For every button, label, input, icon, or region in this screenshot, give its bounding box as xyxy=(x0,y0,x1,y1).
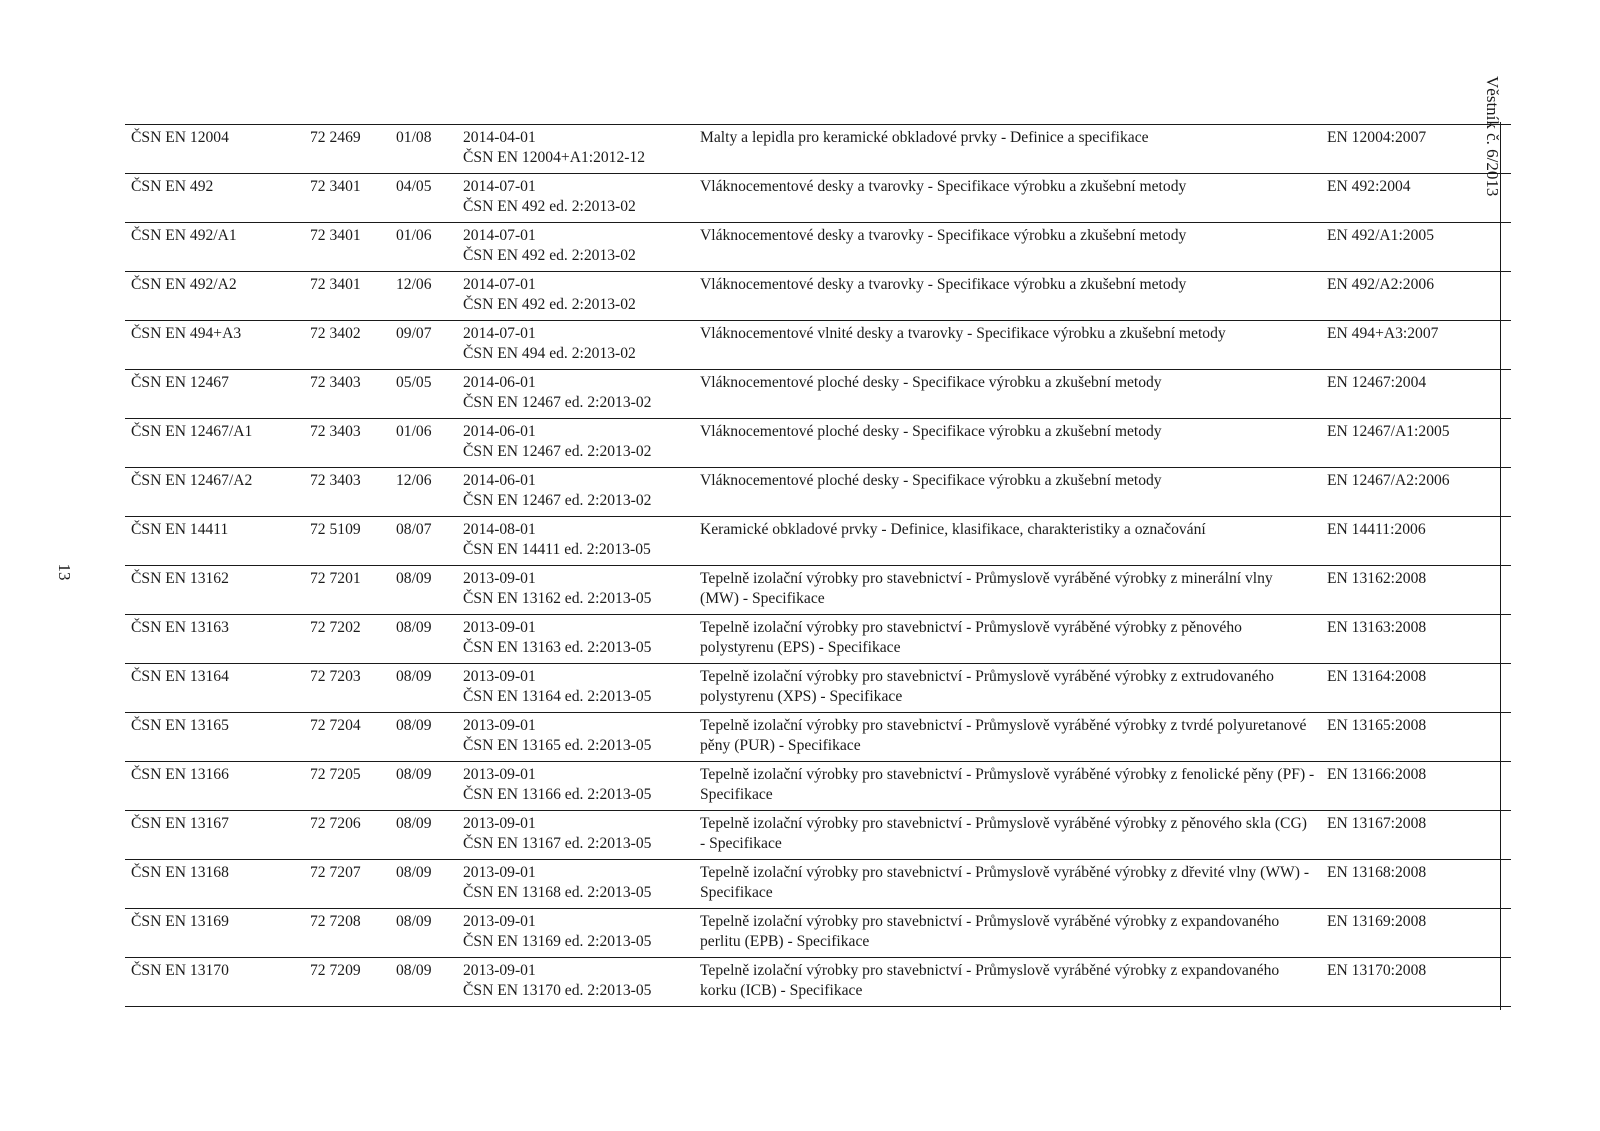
running-header: Věstník č. 6/2013 xyxy=(1483,76,1502,197)
effective-date: 2013-09-01 xyxy=(463,717,536,734)
standard-id: ČSN EN 12467/A1 xyxy=(125,419,304,468)
class-code: 72 7205 xyxy=(304,762,390,811)
issue-date: 08/09 xyxy=(390,811,457,860)
standard-id: ČSN EN 14411 xyxy=(125,517,304,566)
table-row xyxy=(125,419,1511,468)
effective-date: 2014-07-01 xyxy=(463,276,536,293)
issue-date: 09/07 xyxy=(390,321,457,370)
replacement-cell xyxy=(457,223,694,272)
page-number: 13 xyxy=(55,563,74,581)
table-row xyxy=(125,958,1511,1007)
replacement-cell xyxy=(457,664,694,713)
replacement-cell xyxy=(457,468,694,517)
en-reference: EN 13163:2008 xyxy=(1321,615,1511,664)
standard-title: Keramické obkladové prvky - Definice, klasifikace, charakteristiky a označování xyxy=(694,517,1321,566)
issue-date: 12/06 xyxy=(390,468,457,517)
replacement-cell xyxy=(457,370,694,419)
class-code: 72 7204 xyxy=(304,713,390,762)
table-row xyxy=(125,566,1511,615)
en-reference: EN 13162:2008 xyxy=(1321,566,1511,615)
class-code: 72 7201 xyxy=(304,566,390,615)
standard-id: ČSN EN 13163 xyxy=(125,615,304,664)
replacement-cell xyxy=(457,125,694,174)
en-reference: EN 13165:2008 xyxy=(1321,713,1511,762)
en-reference: EN 13164:2008 xyxy=(1321,664,1511,713)
class-code: 72 3403 xyxy=(304,370,390,419)
class-code: 72 7203 xyxy=(304,664,390,713)
replaced-by: ČSN EN 492 ed. 2:2013-02 xyxy=(463,296,636,314)
table-row xyxy=(125,370,1511,419)
class-code: 72 7207 xyxy=(304,860,390,909)
replacement-cell xyxy=(457,272,694,321)
en-reference: EN 13168:2008 xyxy=(1321,860,1511,909)
standard-id: ČSN EN 13167 xyxy=(125,811,304,860)
standard-id: ČSN EN 492/A2 xyxy=(125,272,304,321)
standard-title: Vláknocementové desky a tvarovky - Specifikace výrobku a zkušební metody xyxy=(694,223,1321,272)
effective-date: 2014-07-01 xyxy=(463,178,536,195)
standard-id: ČSN EN 13169 xyxy=(125,909,304,958)
en-reference: EN 13166:2008 xyxy=(1321,762,1511,811)
replaced-by: ČSN EN 13163 ed. 2:2013-05 xyxy=(463,639,652,657)
table-row xyxy=(125,811,1511,860)
en-reference: EN 13169:2008 xyxy=(1321,909,1511,958)
standard-title: Tepelně izolační výrobky pro stavebnictví - Průmyslově vyráběné výrobky z pěnového skla (CG) - Specifikace xyxy=(694,811,1321,860)
standard-id: ČSN EN 13170 xyxy=(125,958,304,1007)
standard-id: ČSN EN 13165 xyxy=(125,713,304,762)
replaced-by: ČSN EN 492 ed. 2:2013-02 xyxy=(463,247,636,265)
replaced-by: ČSN EN 13169 ed. 2:2013-05 xyxy=(463,933,652,951)
en-reference: EN 12467/A1:2005 xyxy=(1321,419,1511,468)
en-reference: EN 492/A1:2005 xyxy=(1321,223,1511,272)
standard-id: ČSN EN 492/A1 xyxy=(125,223,304,272)
replacement-cell xyxy=(457,958,694,1007)
class-code: 72 3401 xyxy=(304,223,390,272)
standard-title: Vláknocementové ploché desky - Specifikace výrobku a zkušební metody xyxy=(694,419,1321,468)
table-row xyxy=(125,860,1511,909)
class-code: 72 7209 xyxy=(304,958,390,1007)
effective-date: 2013-09-01 xyxy=(463,815,536,832)
effective-date: 2013-09-01 xyxy=(463,619,536,636)
issue-date: 08/09 xyxy=(390,713,457,762)
standard-title: Vláknocementové desky a tvarovky - Specifikace výrobku a zkušební metody xyxy=(694,272,1321,321)
en-reference: EN 12467/A2:2006 xyxy=(1321,468,1511,517)
replaced-by: ČSN EN 13166 ed. 2:2013-05 xyxy=(463,786,652,804)
replaced-by: ČSN EN 12467 ed. 2:2013-02 xyxy=(463,492,652,510)
standard-id: ČSN EN 12004 xyxy=(125,125,304,174)
replacement-cell xyxy=(457,174,694,223)
standard-id: ČSN EN 492 xyxy=(125,174,304,223)
en-reference: EN 494+A3:2007 xyxy=(1321,321,1511,370)
issue-date: 08/09 xyxy=(390,762,457,811)
replaced-by: ČSN EN 13165 ed. 2:2013-05 xyxy=(463,737,652,755)
class-code: 72 5109 xyxy=(304,517,390,566)
class-code: 72 7202 xyxy=(304,615,390,664)
standard-title: Tepelně izolační výrobky pro stavebnictví - Průmyslově vyráběné výrobky z expandovaného korku (ICB) - Specifikace xyxy=(694,958,1321,1007)
replaced-by: ČSN EN 13170 ed. 2:2013-05 xyxy=(463,982,652,1000)
class-code: 72 3403 xyxy=(304,468,390,517)
standard-title: Tepelně izolační výrobky pro stavebnictví - Průmyslově vyráběné výrobky z pěnového polystyrenu (EPS) - Specifikace xyxy=(694,615,1321,664)
replaced-by: ČSN EN 12467 ed. 2:2013-02 xyxy=(463,443,652,461)
effective-date: 2014-08-01 xyxy=(463,521,536,538)
issue-date: 08/09 xyxy=(390,615,457,664)
effective-date: 2014-07-01 xyxy=(463,325,536,342)
standard-id: ČSN EN 13164 xyxy=(125,664,304,713)
table-row xyxy=(125,909,1511,958)
issue-date: 08/09 xyxy=(390,664,457,713)
standard-id: ČSN EN 13168 xyxy=(125,860,304,909)
issue-date: 08/07 xyxy=(390,517,457,566)
table-row xyxy=(125,664,1511,713)
table-row xyxy=(125,174,1511,223)
replaced-by: ČSN EN 12004+A1:2012-12 xyxy=(463,149,646,167)
replacement-cell xyxy=(457,321,694,370)
en-reference: EN 12467:2004 xyxy=(1321,370,1511,419)
standard-id: ČSN EN 12467 xyxy=(125,370,304,419)
effective-date: 2014-06-01 xyxy=(463,374,536,391)
class-code: 72 7208 xyxy=(304,909,390,958)
issue-date: 01/08 xyxy=(390,125,457,174)
replacement-cell xyxy=(457,860,694,909)
table-row xyxy=(125,615,1511,664)
replaced-by: ČSN EN 13168 ed. 2:2013-05 xyxy=(463,884,652,902)
issue-date: 08/09 xyxy=(390,860,457,909)
replaced-by: ČSN EN 13164 ed. 2:2013-05 xyxy=(463,688,652,706)
en-reference: EN 492:2004 xyxy=(1321,174,1511,223)
replacement-cell xyxy=(457,419,694,468)
standard-title: Tepelně izolační výrobky pro stavebnictví - Průmyslově vyráběné výrobky z extrudovaného polystyrenu (XPS) - Specifikace xyxy=(694,664,1321,713)
effective-date: 2014-06-01 xyxy=(463,423,536,440)
standard-id: ČSN EN 13162 xyxy=(125,566,304,615)
replaced-by: ČSN EN 492 ed. 2:2013-02 xyxy=(463,198,636,216)
table-row xyxy=(125,517,1511,566)
standard-title: Vláknocementové ploché desky - Specifikace výrobku a zkušební metody xyxy=(694,468,1321,517)
effective-date: 2013-09-01 xyxy=(463,766,536,783)
standard-title: Tepelně izolační výrobky pro stavebnictví - Průmyslově vyráběné výrobky z dřevité vlny (WW) - Specifikace xyxy=(694,860,1321,909)
effective-date: 2013-09-01 xyxy=(463,962,536,979)
en-reference: EN 13170:2008 xyxy=(1321,958,1511,1007)
standard-title: Vláknocementové vlnité desky a tvarovky - Specifikace výrobku a zkušební metody xyxy=(694,321,1321,370)
class-code: 72 3403 xyxy=(304,419,390,468)
table-row xyxy=(125,713,1511,762)
en-reference: EN 12004:2007 xyxy=(1321,125,1511,174)
table-row xyxy=(125,762,1511,811)
class-code: 72 3401 xyxy=(304,174,390,223)
standard-id: ČSN EN 13166 xyxy=(125,762,304,811)
standards-table xyxy=(125,124,1511,1007)
issue-date: 01/06 xyxy=(390,223,457,272)
en-reference: EN 14411:2006 xyxy=(1321,517,1511,566)
class-code: 72 3402 xyxy=(304,321,390,370)
replaced-by: ČSN EN 494 ed. 2:2013-02 xyxy=(463,345,636,363)
standard-title: Tepelně izolační výrobky pro stavebnictví - Průmyslově vyráběné výrobky z expandovaného perlitu (EPB) - Specifikace xyxy=(694,909,1321,958)
issue-date: 08/09 xyxy=(390,909,457,958)
effective-date: 2014-06-01 xyxy=(463,472,536,489)
standard-title: Vláknocementové ploché desky - Specifikace výrobku a zkušební metody xyxy=(694,370,1321,419)
replacement-cell xyxy=(457,517,694,566)
replacement-cell xyxy=(457,615,694,664)
standards-table-wrapper xyxy=(125,124,1469,1007)
standards-table-body xyxy=(125,125,1511,1007)
issue-date: 01/06 xyxy=(390,419,457,468)
effective-date: 2014-04-01 xyxy=(463,129,536,146)
replaced-by: ČSN EN 12467 ed. 2:2013-02 xyxy=(463,394,652,412)
table-row xyxy=(125,223,1511,272)
standard-title: Vláknocementové desky a tvarovky - Specifikace výrobku a zkušební metody xyxy=(694,174,1321,223)
issue-date: 12/06 xyxy=(390,272,457,321)
replaced-by: ČSN EN 13162 ed. 2:2013-05 xyxy=(463,590,652,608)
issue-date: 05/05 xyxy=(390,370,457,419)
standard-title: Tepelně izolační výrobky pro stavebnictví - Průmyslově vyráběné výrobky z minerální vlny (MW) - Specifikace xyxy=(694,566,1321,615)
table-row xyxy=(125,272,1511,321)
effective-date: 2013-09-01 xyxy=(463,570,536,587)
effective-date: 2013-09-01 xyxy=(463,913,536,930)
class-code: 72 2469 xyxy=(304,125,390,174)
effective-date: 2013-09-01 xyxy=(463,864,536,881)
class-code: 72 7206 xyxy=(304,811,390,860)
standard-id: ČSN EN 12467/A2 xyxy=(125,468,304,517)
standard-title: Malty a lepidla pro keramické obkladové prvky - Definice a specifikace xyxy=(694,125,1321,174)
replaced-by: ČSN EN 13167 ed. 2:2013-05 xyxy=(463,835,652,853)
replacement-cell xyxy=(457,713,694,762)
replacement-cell xyxy=(457,762,694,811)
effective-date: 2014-07-01 xyxy=(463,227,536,244)
table-row xyxy=(125,125,1511,174)
en-reference: EN 13167:2008 xyxy=(1321,811,1511,860)
standard-title: Tepelně izolační výrobky pro stavebnictví - Průmyslově vyráběné výrobky z tvrdé polyuretanové pěny (PUR) - Specifikace xyxy=(694,713,1321,762)
class-code: 72 3401 xyxy=(304,272,390,321)
effective-date: 2013-09-01 xyxy=(463,668,536,685)
en-reference: EN 492/A2:2006 xyxy=(1321,272,1511,321)
table-row xyxy=(125,468,1511,517)
replaced-by: ČSN EN 14411 ed. 2:2013-05 xyxy=(463,541,651,559)
issue-date: 08/09 xyxy=(390,566,457,615)
replacement-cell xyxy=(457,566,694,615)
standard-id: ČSN EN 494+A3 xyxy=(125,321,304,370)
replacement-cell xyxy=(457,909,694,958)
issue-date: 08/09 xyxy=(390,958,457,1007)
issue-date: 04/05 xyxy=(390,174,457,223)
replacement-cell xyxy=(457,811,694,860)
standard-title: Tepelně izolační výrobky pro stavebnictví - Průmyslově vyráběné výrobky z fenolické pěny (PF) - Specifikace xyxy=(694,762,1321,811)
table-row xyxy=(125,321,1511,370)
